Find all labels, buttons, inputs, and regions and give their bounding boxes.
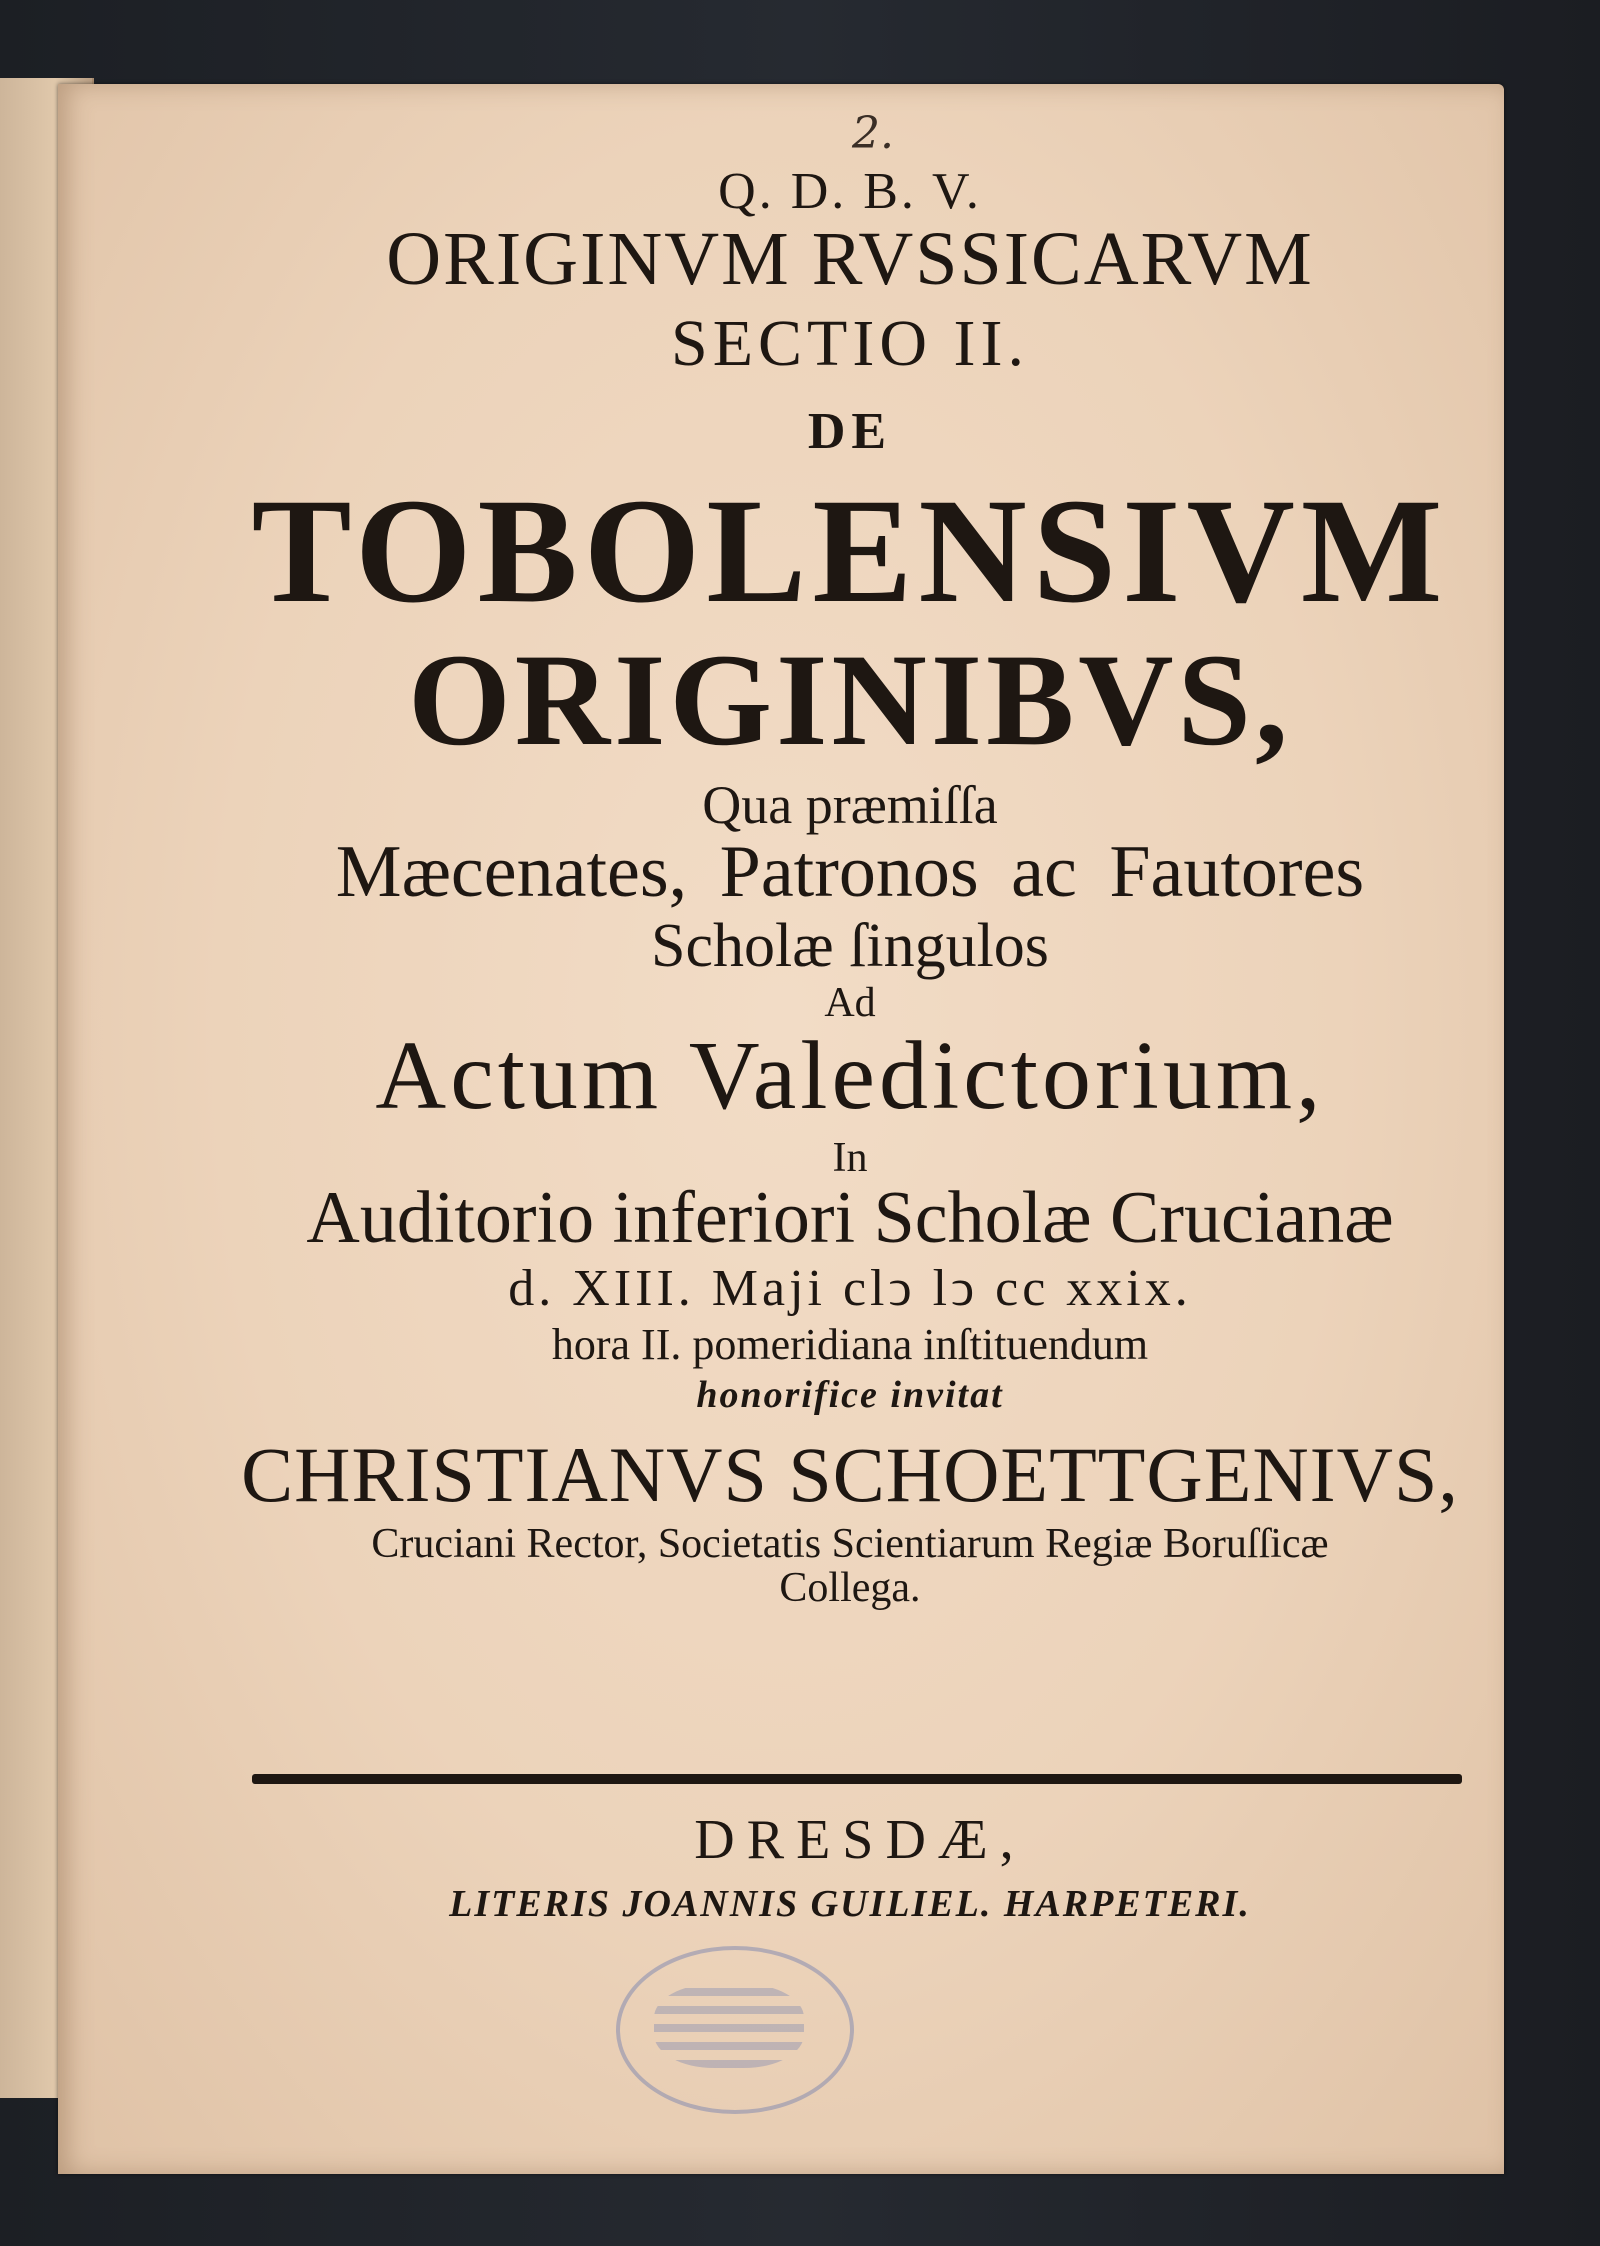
imprint-printer: LITERIS JOANNIS GUILIEL. HARPETERI. [449, 1883, 1251, 1925]
subject-line-2: ORIGINIBVS, [408, 625, 1292, 773]
maecenates-line: Mæcenates, Patronos ac Fautores [335, 831, 1365, 914]
de-line: DE [807, 402, 893, 460]
ad-line: Ad [824, 979, 876, 1026]
scholae-line: Scholæ ſingulos [651, 911, 1049, 980]
auditorio-line: Auditorio inferiori Scholæ Crucianæ [306, 1176, 1394, 1259]
title-text-block [160, 110, 1540, 1610]
date-line: d. XIII. Maji clↄ lↄ cc xxix. [508, 1259, 1192, 1317]
author-name: CHRISTIANVS SCHOETTGENIVS, [241, 1431, 1459, 1519]
author-title-line: Cruciani Rector, Societatis Scientiarum Regiæ Boruſſicæ [371, 1521, 1329, 1568]
qua-line: Qua præmiſſa [702, 775, 998, 836]
in-line: In [832, 1134, 868, 1181]
invitat-line: honorifice invitat [696, 1374, 1004, 1417]
section-heading: SECTIO II. [671, 307, 1029, 381]
imprint-place: DRESDÆ, [694, 1809, 1026, 1871]
main-title: ORIGINVM RVSSICARVM [386, 216, 1314, 301]
qdbv-line: Q. D. B. V. [718, 163, 982, 220]
page-number: 2. [852, 108, 894, 159]
subject-line-1: TOBOLENSIVM [251, 468, 1449, 635]
hora-line: hora II. pomeridiana inſtituendum [551, 1320, 1149, 1370]
library-stamp-icon [616, 1946, 854, 2114]
actum-line: Actum Valedictorium, [375, 1021, 1325, 1130]
stamp-lettering [654, 1984, 804, 2068]
horizontal-rule [252, 1774, 1462, 1784]
collega-line: Collega. [779, 1565, 921, 1612]
